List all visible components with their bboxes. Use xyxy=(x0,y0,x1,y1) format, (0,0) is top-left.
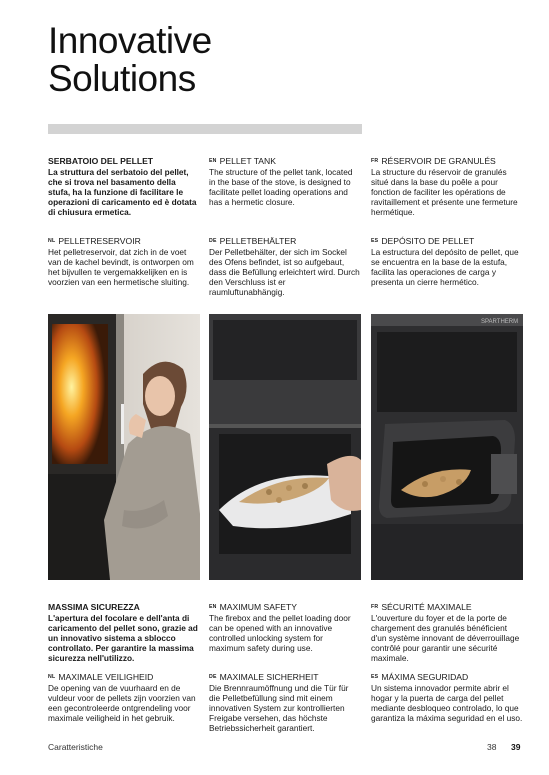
lang-code-fr: FR xyxy=(371,158,379,164)
safety-it-heading: MASSIMA SICUREZZA xyxy=(48,602,140,612)
safety-es xyxy=(371,672,523,723)
safety-en-body: The firebox and the pellet loading door can be opened with an innovative controlled unlocking system for maximum safety during use. xyxy=(209,612,351,654)
pellet-tank-en-body: The structure of the pellet tank, located in the base of the stove, is designed to facilitate pellet loading operations and has a hermetic closure. xyxy=(209,166,353,208)
safety-fr-body: L'ouverture du foyer et de la porte de chargement des granulés bénéficient d'un système innovant de déverrouillage contrôlé pour garantir une sécurité maximale. xyxy=(371,612,520,664)
lang-code-es: ES xyxy=(371,238,379,244)
photo-pellet-scoop xyxy=(209,314,361,580)
safety-en xyxy=(209,602,361,653)
pellet-tank-fr-heading: RÉSERVOIR DE GRANULÉS xyxy=(381,156,496,166)
pellet-tank-es-heading: DEPÓSITO DE PELLET xyxy=(381,236,475,246)
lang-code-en: EN xyxy=(209,158,217,164)
lang-code-es: ES xyxy=(371,674,379,680)
lang-code-de: DE xyxy=(209,238,217,244)
pellet-tank-de-heading: PELLETBEHÄLTER xyxy=(219,236,297,246)
safety-de xyxy=(209,672,361,734)
lang-code-en: EN xyxy=(209,604,217,610)
page-title-line-1: Innovative xyxy=(48,20,212,61)
lang-code-nl: NL xyxy=(48,238,56,244)
pellet-tank-de xyxy=(209,236,361,298)
pellet-tank-de-body: Der Pelletbehälter, der sich im Sockel des Ofens befindet, ist so aufgebaut, dass die Befüllung erleichtert wird. Durch den Verschluss ist er raumluftunabhängig. xyxy=(209,246,360,298)
pellet-tank-fr xyxy=(371,156,523,218)
lang-code-de: DE xyxy=(209,674,217,680)
safety-it xyxy=(48,602,200,664)
grey-divider-bar xyxy=(48,124,362,134)
safety-nl-heading: MAXIMALE VEILIGHEID xyxy=(58,672,154,682)
lang-code-fr: FR xyxy=(371,604,379,610)
pellet-tank-es-body: La estructura del depósito de pellet, que se encuentra en la base de la estufa, facilita las operaciones de carga y presenta un cierre hermético. xyxy=(371,246,519,288)
safety-nl xyxy=(48,672,200,723)
pellet-tank-nl-heading: PELLETRESERVOIR xyxy=(58,236,141,246)
pellet-tank-it xyxy=(48,156,200,218)
pellet-tank-en-heading: PELLET TANK xyxy=(219,156,276,166)
safety-es-heading: MÁXIMA SEGURIDAD xyxy=(381,672,469,682)
photo-woman-opening-stove xyxy=(48,314,200,580)
pellet-tank-it-body: La struttura del serbatoio del pellet, che si trova nel basamento della stufa, ha la funzione di facilitare le operazioni di caricamento ed è dotata di chiusura ermetica. xyxy=(48,166,197,218)
page-number-left: 38 xyxy=(487,742,497,752)
safety-de-heading: MAXIMALE SICHERHEIT xyxy=(219,672,319,682)
pellet-tank-fr-body: La structure du réservoir de granulés situé dans la base du poêle a pour fonction de faciliter les opérations de ravitaillement et présente une fermeture hermétique. xyxy=(371,166,518,218)
page-number-right: 39 xyxy=(511,742,521,752)
footer-section-label: Caratteristiche xyxy=(48,742,103,752)
pellet-tank-es xyxy=(371,236,523,287)
pellet-tank-it-heading: SERBATOIO DEL PELLET xyxy=(48,156,154,166)
pellet-tank-en xyxy=(209,156,361,207)
safety-en-heading: MAXIMUM SAFETY xyxy=(219,602,297,612)
photo-open-pellet-door xyxy=(371,314,523,580)
safety-de-body: Die Brennraumöffnung und die Tür für die Pelletbefüllung sind mit einem innovativen System zur kontrollierten Freigabe versehen, das höchste Betriebssicherheit garantiert. xyxy=(209,682,349,734)
lang-code-nl: NL xyxy=(48,674,56,680)
safety-es-body: Un sistema innovador permite abrir el hogar y la puerta de carga del pellet mediante desbloqueo controlado, lo que garantiza la máxima seguridad en el uso. xyxy=(371,682,523,724)
safety-nl-body: De opening van de vuurhaard en de vuldeur voor de pellets zijn voorzien van een gecontroleerde ontgrendeling voor maximale veiligheid in het gebruik. xyxy=(48,682,196,724)
page-title xyxy=(48,22,212,98)
safety-fr xyxy=(371,602,523,664)
safety-it-body: L'apertura del focolare e dell'anta di caricamento del pellet sono, grazie ad un innovativo sistema a sblocco controllato. Per garantire la massima sicurezza nell'utilizzo. xyxy=(48,612,198,664)
safety-fr-heading: SÉCURITÉ MAXIMALE xyxy=(381,602,472,612)
pellet-tank-nl xyxy=(48,236,200,287)
stove-brand-label: SPARTHERM xyxy=(481,319,519,325)
page-title-line-2: Solutions xyxy=(48,58,196,99)
pellet-tank-nl-body: Het pelletreservoir, dat zich in de voet van de kachel bevindt, is ontworpen om het bijvullen te vergemakkelijken en is voorzien van een hermetische sluiting. xyxy=(48,246,194,288)
